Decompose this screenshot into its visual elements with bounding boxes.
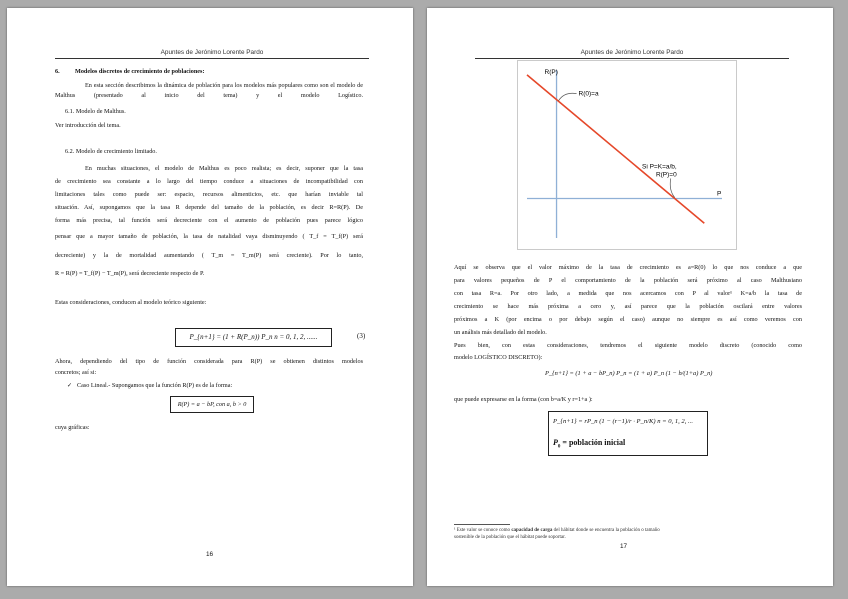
r0-label: R(0)=a: [578, 90, 599, 98]
k-label-line1: Si P=K=a/b,: [642, 163, 677, 171]
paragraph-line: R = R(P) = T_f(P) − T_m(P), será decreciente respecto de P.: [55, 270, 205, 277]
page-header: Apuntes de Jerónimo Lorente Pardo: [475, 49, 789, 59]
paragraph-line: de crecimiento sea constante a lo largo del tiempo conduce a situaciones de incompatibilidad con: [55, 178, 363, 185]
rp-line: [527, 75, 704, 223]
linear-equation-box: [170, 396, 254, 413]
paragraph-line: próximos a K (por encima o por debajo según el caso) aunque no siempre es así como veremos con: [454, 316, 802, 323]
footnote-line: sostenible de la población que el hábitat puede soportar.: [454, 535, 566, 540]
p-symbol: P: [553, 438, 558, 447]
section-6-number: 6.: [55, 68, 60, 75]
main-equation-box: [175, 328, 332, 347]
section-6-1-text: Ver introducción del tema.: [55, 122, 121, 129]
now-text-line: Ahora, dependiendo del tipo de función considerada para R(P) se obtienen distintos modelos: [55, 358, 363, 365]
logistic-model-box: [548, 411, 708, 456]
footnote-separator: [454, 524, 510, 525]
footnote-line: [454, 528, 660, 534]
x-axis-label: P: [717, 190, 722, 198]
section-6-title: Modelos discretos de crecimiento de poblaciones:: [75, 68, 205, 75]
considerations-text: Estas consideraciones, conducen al modelo teórico siguiente:: [55, 299, 207, 306]
p-subscript: 0: [557, 444, 561, 450]
footnote-text: ¹ Este valor se conoce como: [454, 528, 512, 533]
paragraph-line: modelo LOGÍSTICO DISCRETO):: [454, 354, 543, 361]
paragraph-line: crecimiento se hace más próxima a cero y, así parece que la población oscilará entre valores: [454, 303, 802, 310]
graphs-text: cuya gráficas:: [55, 424, 90, 431]
page-number: 16: [206, 551, 214, 558]
initial-population-line: [553, 438, 625, 450]
section-6-2-title: 6.2. Modelo de crecimiento limitado.: [65, 148, 157, 155]
paragraph-line: limitaciones tales como puede ser: espacio, recursos alimenticios, etc. que harían inviable tal: [55, 191, 363, 198]
logistic-model-equation: P_{n+1} = rP_n (1 − (r−1)/r · P_n/K) n = 0, 1, 2, ...: [553, 418, 693, 425]
page-17: [427, 8, 833, 586]
footnote-text: del hábitat donde se encuentra la población o tamaño: [552, 528, 660, 533]
section-6-intro: En esta sección describimos la dinámica de población para los modelos más populares como son el modelo de Malthus (presentado al inicio del tema) y el modelo Logístico.: [55, 82, 363, 99]
initial-population-text: = población inicial: [560, 438, 626, 447]
r0-annotation-arrow: [559, 93, 577, 100]
chart-frame: [518, 61, 737, 250]
paragraph-line: situación. Así, supongamos que la tasa R depende del tamaño de la población, es decir R=R(P). De: [55, 204, 363, 211]
now-text-line: concretos; así si:: [55, 369, 97, 376]
page-header: Apuntes de Jerónimo Lorente Pardo: [55, 49, 369, 59]
paragraph-line: para valores pequeños de P el comportamiento de la población será próximo al caso Malthusiano: [454, 277, 802, 284]
paragraph-line: Aquí se observa que el valor máximo de la tasa de crecimiento es a=R(0) lo que nos conduce a que: [454, 264, 802, 271]
paragraph-line: forma más precisa, tal función será decreciente con el aumento de población pues parece lógico: [55, 217, 363, 224]
footnote-bold: capacidad de carga: [511, 528, 553, 533]
check-bullet-icon: ✓: [67, 382, 73, 389]
y-axis-label: R(P): [544, 69, 558, 76]
rp-chart: [517, 60, 737, 250]
linear-equation: R(P) = a − bP, con a, b > 0: [177, 401, 247, 408]
paragraph-line: Pues bien, con estas consideraciones, tendremos el siguiente modelo discreto (conocido como: [454, 342, 802, 349]
paragraph-line: En muchas situaciones, el modelo de Malthus es poco realista; es decir, suponer que la tasa: [85, 165, 363, 172]
logistic-equation: P_{n+1} = (1 + a − bP_n) P_n = (1 + a) P_n (1 − b/(1+a) P_n): [545, 370, 713, 377]
section-6-1-title: 6.1. Modelo de Malthus.: [65, 108, 126, 115]
paragraph-line: un análisis más detallado del modelo.: [454, 329, 547, 336]
equation-number: (3): [357, 332, 366, 340]
page-16: [7, 8, 413, 586]
paragraph-line: pensar que a mayor tamaño de población, la tasa de natalidad vaya disminuyendo ( T_f = T_f(P) será: [55, 233, 363, 240]
linear-case-text: Caso Lineal.- Supongamos que la función R(P) es de la forma:: [77, 382, 233, 389]
page-number: 17: [620, 543, 628, 550]
express-text: que puede expresarse en la forma (con b=a/K y r=1+a ):: [454, 396, 593, 403]
paragraph-line: decreciente) y la de mortalidad aumentando ( T_m = T_m(P) será creciente). Por lo tanto,: [55, 252, 363, 259]
paragraph-line: con tasa R=a. Por otro lado, a medida que nos acercamos con P al valor¹ K=a/b la tasa de: [454, 290, 802, 297]
main-equation: P_{n+1} = (1 + R(P_n)) P_n n = 0, 1, 2, ......: [189, 333, 318, 341]
k-label-line2: R(P)=0: [655, 171, 677, 179]
